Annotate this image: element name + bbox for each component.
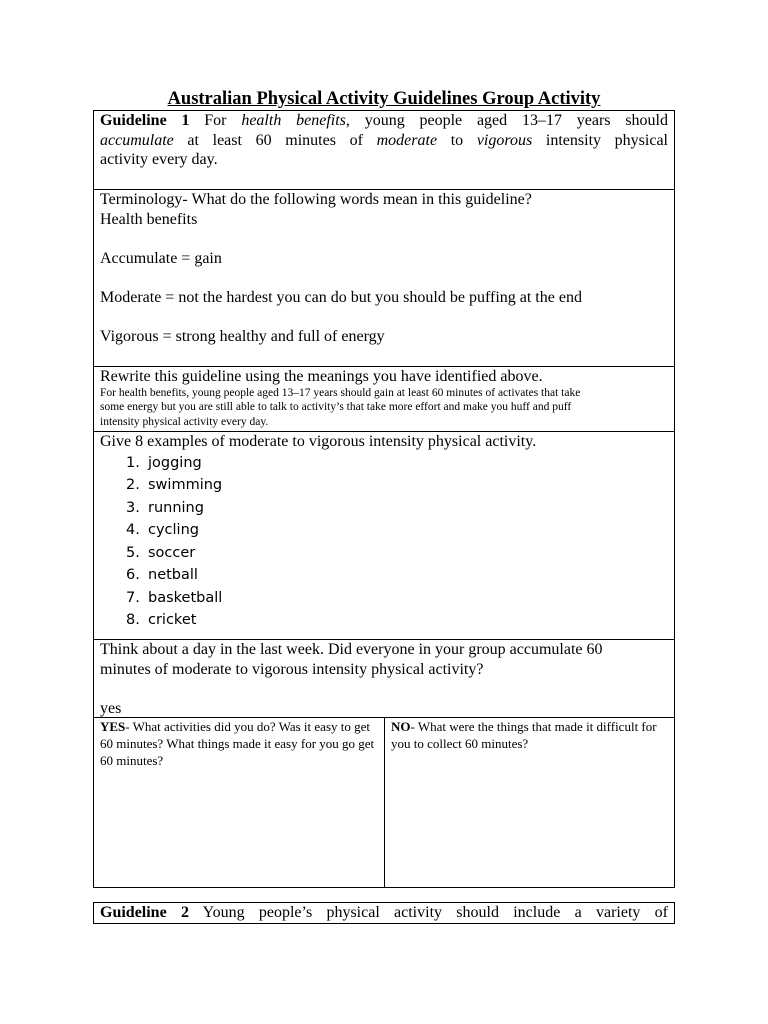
rewrite-answer-line: For health benefits, young people aged 13–17 years should gain at least 60 minutes of activates that take: [100, 386, 581, 399]
list-item: [126, 452, 668, 475]
yes-box: [94, 718, 385, 887]
guideline1-term-moderate: moderate: [376, 131, 438, 149]
list-number: 5.: [126, 544, 140, 561]
list-number: 8.: [126, 612, 140, 628]
list-number: 3.: [126, 499, 140, 516]
guideline1-line3: activity every day.: [100, 151, 218, 168]
term-health-benefits: Health benefits: [100, 210, 198, 228]
list-text: running: [148, 499, 204, 516]
guideline1-text: intensity physical: [532, 131, 668, 149]
page-title: Australian Physical Activity Guidelines Group Activity: [167, 89, 601, 109]
guideline1-term-vigorous: vigorous: [476, 131, 533, 149]
guidelines-table: [93, 110, 675, 888]
yes-label: YES: [100, 719, 126, 734]
guideline1-term-accumulate: accumulate: [100, 131, 174, 149]
no-label: NO: [391, 719, 411, 734]
list-number: 2.: [126, 477, 140, 493]
rewrite-answer-line: some energy but you are still able to talk to activity’s that take more effort and make you huff and puff: [100, 401, 572, 413]
list-number: 1.: [126, 454, 140, 471]
list-text: swimming: [148, 477, 223, 493]
think-answer: yes: [100, 699, 122, 717]
guideline1-term-health-benefits: health benefits: [241, 112, 346, 129]
guideline1-label: Guideline 1: [100, 112, 190, 129]
think-line1: Think about a day in the last week. Did everyone in your group accumulate 60: [100, 641, 603, 658]
guideline1-text: , young people aged 13–17 years should: [345, 112, 668, 129]
examples-list: [100, 452, 668, 632]
list-text: netball: [148, 567, 198, 583]
yes-no-row: [94, 718, 674, 887]
rewrite-prompt: Rewrite this guideline using the meanings you have identified above.: [100, 368, 543, 385]
examples-prompt: Give 8 examples of moderate to vigorous intensity physical activity.: [100, 433, 537, 450]
term-vigorous: Vigorous = strong healthy and full of energy: [100, 327, 385, 345]
list-text: cycling: [148, 522, 199, 538]
rewrite-cell: [94, 367, 674, 432]
terminology-prompt: Terminology- What do the following words mean in this guideline?: [100, 191, 532, 208]
term-accumulate: Accumulate = gain: [100, 249, 222, 267]
list-item: [126, 609, 668, 632]
term-moderate: Moderate = not the hardest you can do but you should be puffing at the end: [100, 288, 582, 306]
guideline1-cell: [94, 111, 674, 190]
list-item: [126, 564, 668, 587]
list-item: [126, 519, 668, 542]
guideline1-text: to: [437, 131, 477, 149]
list-number: 4.: [126, 522, 140, 538]
rewrite-answer-line: intensity physical activity every day.: [100, 415, 269, 428]
guideline1-text: at least 60 minutes of: [173, 131, 377, 149]
no-box: [385, 718, 674, 887]
list-text: jogging: [148, 454, 202, 471]
think-line2: minutes of moderate to vigorous intensity physical activity?: [100, 660, 484, 678]
list-number: 6.: [126, 567, 140, 583]
list-item: [126, 542, 668, 565]
list-item: [126, 497, 668, 520]
no-text: - What were the things that made it difficult for you to collect 60 minutes?: [391, 719, 657, 751]
examples-cell: [94, 432, 674, 640]
terminology-cell: [94, 190, 674, 367]
think-cell: [94, 640, 674, 718]
guideline1-line1: [100, 111, 668, 131]
list-item: [126, 587, 668, 610]
list-text: soccer: [148, 544, 196, 561]
list-text: cricket: [148, 612, 197, 628]
list-text: basketball: [148, 589, 223, 606]
guideline2-cell: [93, 902, 675, 924]
guideline2-label: Guideline 2: [100, 904, 189, 921]
yes-text: - What activities did you do? Was it easy to get 60 minutes? What things made it easy for you go get 60 minutes?: [100, 719, 375, 768]
list-item: [126, 474, 668, 497]
rewrite-answer: [100, 386, 668, 430]
list-number: 7.: [126, 589, 140, 606]
guideline1-text: For: [189, 112, 242, 129]
guideline2-text: Young people’s physical activity should include a variety of: [188, 904, 668, 921]
guideline1-line2: [100, 131, 668, 151]
